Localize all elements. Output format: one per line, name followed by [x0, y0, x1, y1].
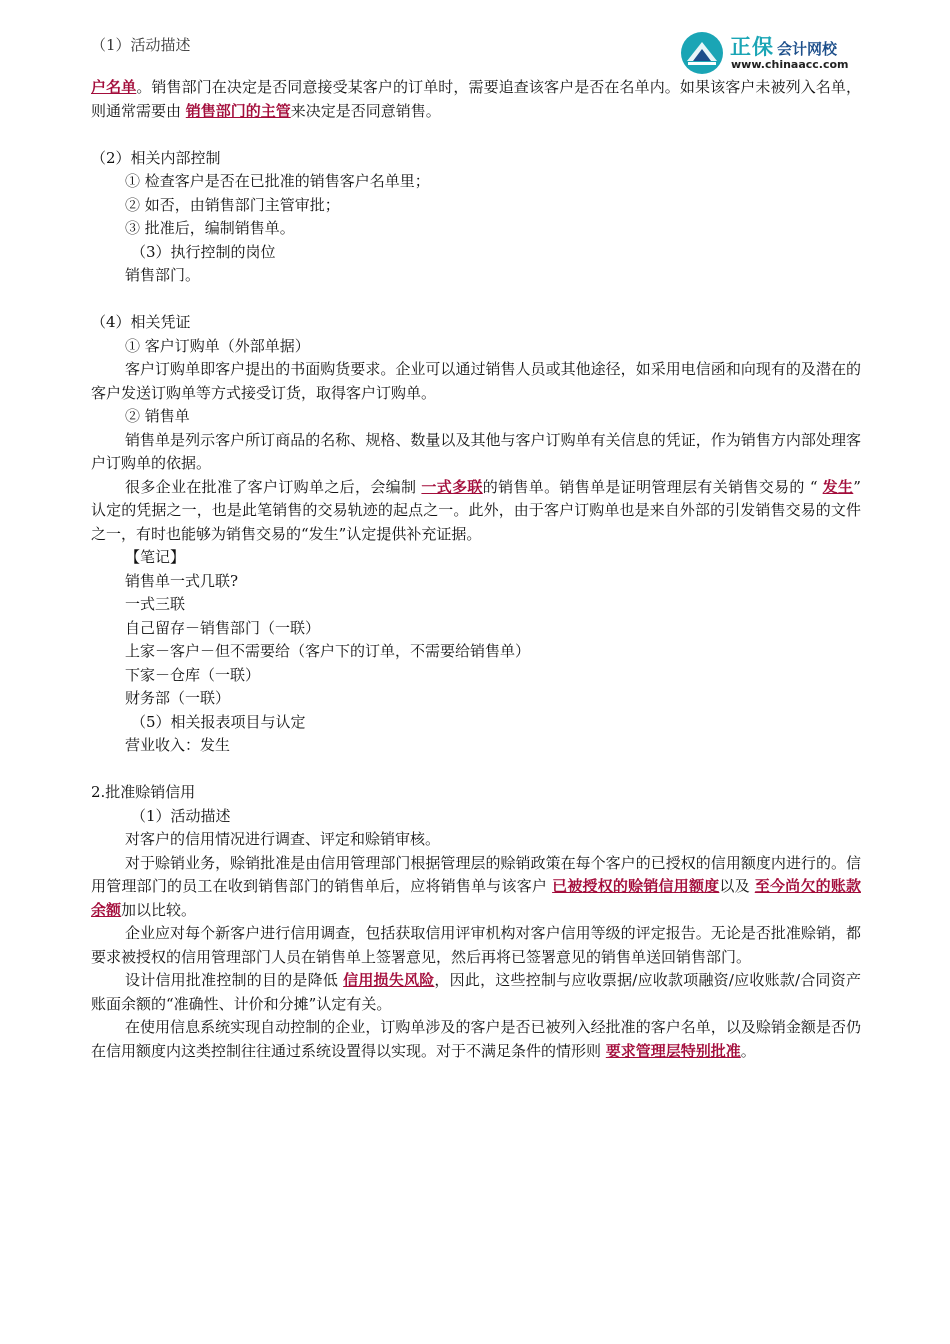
paragraph: 很多企业在批准了客户订购单之后，会编制 一式多联的销售单。销售单是证明管理层有关销售交易的 “ 发生” 认定的凭据之一，也是此笔销售的交易轨迹的起点之一。此外，由于客户订购单也是来自外部的引发销售交易的文件之一，有时也能够为销售交易的“发生”认定提供补充证据。	[91, 477, 861, 543]
text-line: 销售部门。	[125, 266, 201, 284]
highlight-term: 销售部门的主管	[185, 101, 291, 120]
list-item: ② 销售单	[125, 407, 190, 425]
highlight-term: 户名单	[91, 78, 137, 96]
list-item: ③ 批准后，编制销售单。	[125, 219, 295, 237]
highlight-term: 要求管理层特别批准	[605, 1041, 741, 1060]
section-heading: （4）相关凭证	[91, 313, 191, 331]
note-line: 上家－客户－但不需要给（客户下的订单，不需要给销售单）	[125, 642, 531, 660]
highlight-term: 发生	[822, 477, 854, 496]
paragraph: 客户订购单即客户提出的书面购货要求。企业可以通过销售人员或其他途径，如采用电信函和向现有的及潜在的客户发送订购单等方式接受订货，取得客户订购单。	[91, 360, 861, 402]
paragraph: 企业应对每个新客户进行信用调查，包括获取信用评审机构对客户信用等级的评定报告。无论是否批准赊销，都要求被授权的信用管理部门人员在销售单上签署意见，然后再将已签署意见的销售单送回销售部门。	[91, 924, 861, 966]
logo-emblem-icon	[678, 30, 726, 76]
section-heading: （3）执行控制的岗位	[131, 242, 276, 261]
highlight-term: 信用损失风险	[343, 971, 435, 989]
note-line: 一式三联	[125, 595, 186, 613]
list-item: ② 如否，由销售部门主管审批；	[125, 195, 340, 214]
document-body	[91, 76, 861, 1063]
section-heading: （2）相关内部控制	[91, 148, 221, 167]
text-line: 营业收入：发生	[125, 736, 231, 754]
note-line: 财务部（一联）	[125, 689, 231, 707]
paragraph: 户名单。销售部门在决定是否同意接受某客户的订单时，需要追查该客户是否在名单内。如果该客户未被列入名单，则通常需要由 销售部门的主管来决定是否同意销售。	[91, 78, 861, 120]
paragraph: 在使用信息系统实现自动控制的企业，订购单涉及的客户是否已被列入经批准的客户名单，以及赊销金额是否仍在信用额度内这类控制往往通过系统设置得以实现。对于不满足条件的情形则 要求管理层特别批准。	[91, 1018, 861, 1060]
highlight-term: 一式多联	[421, 477, 483, 496]
highlight-term: 至今尚欠的账款余额	[91, 877, 861, 919]
paragraph: 对于赊销业务，赊销批准是由信用管理部门根据管理层的赊销政策在每个客户的已授权的信用额度内进行的。信用管理部门的员工在收到销售部门的销售单后，应将销售单与该客户 已被授权的赊销信用额度以及 至今尚欠的账款余额加以比较。	[91, 853, 861, 919]
logo-subtitle: 会计网校	[777, 40, 838, 58]
note-line: 销售单一式几联?	[125, 571, 239, 590]
list-item: ① 检查客户是否在已批准的销售客户名单里；	[125, 172, 430, 190]
section-heading: （1）活动描述	[131, 806, 231, 825]
paragraph: 设计信用批准控制的目的是降低 信用损失风险，因此，这些控制与应收票据/应收款项融资/应收账款/合同资产账面余额的“准确性、计价和分摊”认定有关。	[91, 971, 861, 1013]
brand-logo	[678, 30, 868, 76]
notes-heading: 【笔记】	[125, 548, 186, 566]
cut-off-line: （1）活动描述	[91, 36, 191, 54]
note-line: 下家－仓库（一联）	[125, 665, 261, 684]
list-item: ① 客户订购单（外部单据）	[125, 336, 310, 355]
text-line: 对客户的信用情况进行调查、评定和赊销审核。	[125, 830, 441, 848]
paragraph: 销售单是列示客户所订商品的名称、规格、数量以及其他与客户订购单有关信息的凭证，作为销售方内部处理客户订购单的依据。	[91, 430, 861, 472]
section-title: 2.批准赊销信用	[91, 783, 196, 801]
highlight-term: 已被授权的赊销信用额度	[552, 877, 720, 895]
section-heading: （5）相关报表项目与认定	[131, 712, 306, 731]
logo-url: www.chinaacc.com	[731, 58, 849, 71]
note-line: 自己留存－销售部门（一联）	[125, 618, 321, 637]
logo-title: 正保 会计网校	[730, 35, 838, 59]
